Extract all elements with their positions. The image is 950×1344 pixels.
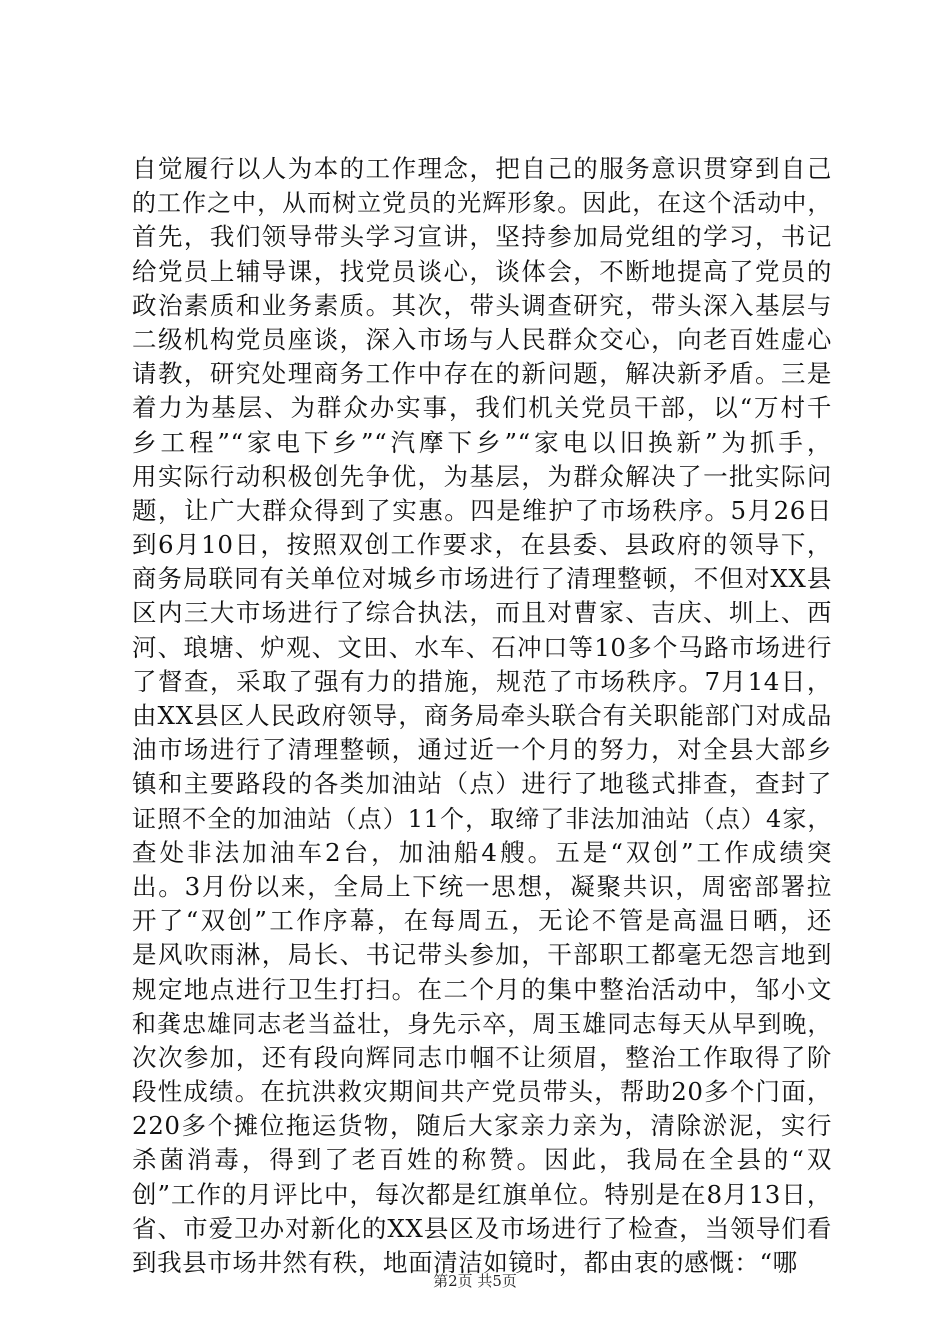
text-line: 出。3月份以来，全局上下统一思想，凝聚共识，周密部署拉: [132, 871, 832, 901]
text-line: 到6月10日，按照双创工作要求，在县委、县政府的领导下，: [132, 530, 832, 560]
text-line: 商务局联同有关单位对城乡市场进行了清理整顿，不但对XX县: [132, 564, 832, 594]
body-text: [132, 152, 832, 1280]
text-line: 和龚忠雄同志老当益壮，身先示卒，周玉雄同志每天从早到晚，: [132, 1009, 832, 1038]
text-line: 规定地点进行卫生打扫。在二个月的集中整治活动中，邹小文: [132, 974, 832, 1004]
text-line: 到我县市场井然有秩，地面清洁如镜时，都由衷的感慨：“哪: [132, 1248, 798, 1277]
text-line: 请教，研究处理商务工作中存在的新问题，解决新矛盾。三是: [132, 359, 832, 389]
text-line: 二级机构党员座谈，深入市场与人民群众交心，向老百姓虚心: [132, 324, 832, 354]
text-line: 开了“双创”工作序幕，在每周五，无论不管是高温日晒，还: [132, 906, 832, 936]
text-line: 由XX县区人民政府领导，商务局牵头联合有关职能部门对成品: [132, 701, 832, 730]
text-line: 证照不全的加油站（点）11个，取缔了非法加油站（点）4家，: [132, 804, 832, 833]
text-line: 区内三大市场进行了综合执法，而且对曹家、吉庆、圳上、西: [132, 598, 832, 628]
text-line: 220多个摊位拖运货物，随后大家亲力亲为，清除淤泥，实行: [132, 1111, 832, 1141]
text-line: 杀菌消毒，得到了老百姓的称赞。因此，我局在全县的“双: [132, 1145, 832, 1175]
text-line: 镇和主要路段的各类加油站（点）进行了地毯式排查，查封了: [132, 769, 832, 799]
text-line: 乡工程”“家电下乡”“汽摩下乡”“家电以旧换新”为抓手，: [132, 427, 832, 457]
text-line: 自觉履行以人为本的工作理念，把自己的服务意识贯穿到自己: [132, 154, 832, 183]
text-line: 了督查，采取了强有力的措施，规范了市场秩序。7月14日，: [132, 666, 832, 696]
text-line: 用实际行动积极创先争优，为基层，为群众解决了一批实际问: [132, 461, 832, 491]
text-line: 油市场进行了清理整顿，通过近一个月的努力，对全县大部乡: [132, 735, 832, 765]
text-line: 给党员上辅导课，找党员谈心，谈体会，不断地提高了党员的: [132, 256, 832, 286]
text-line: 创”工作的月评比中，每次都是红旗单位。特别是在8月13日，: [132, 1179, 832, 1209]
text-line: 查处非法加油车2台，加油船4艘。五是“双创”工作成绩突: [132, 837, 832, 867]
text-line: 省、市爱卫办对新化的XX县区及市场进行了检查，当领导们看: [132, 1213, 832, 1243]
text-line: 政治素质和业务素质。其次，带头调查研究，带头深入基层与: [132, 290, 832, 320]
page-footer: 第2页 共5页: [433, 1272, 517, 1290]
text-line: 次次参加，还有段向辉同志巾帼不让须眉，整治工作取得了阶: [132, 1042, 832, 1072]
text-line: 首先，我们领导带头学习宣讲，坚持参加局党组的学习，书记: [132, 222, 832, 252]
text-line: 的工作之中，从而树立党员的光辉形象。因此，在这个活动中，: [132, 189, 832, 218]
text-line: 河、琅塘、炉观、文田、水车、石冲口等10多个马路市场进行: [132, 632, 832, 662]
text-line: 是风吹雨淋，局长、书记带头参加，干部职工都毫无怨言地到: [132, 940, 832, 970]
text-line: 段性成绩。在抗洪救灾期间共产党员带头，帮助20多个门面，: [132, 1077, 832, 1107]
text-line: 题，让广大群众得到了实惠。四是维护了市场秩序。5月26日: [132, 495, 832, 525]
text-line: 着力为基层、为群众办实事，我们机关党员干部，以“万村千: [132, 393, 832, 423]
